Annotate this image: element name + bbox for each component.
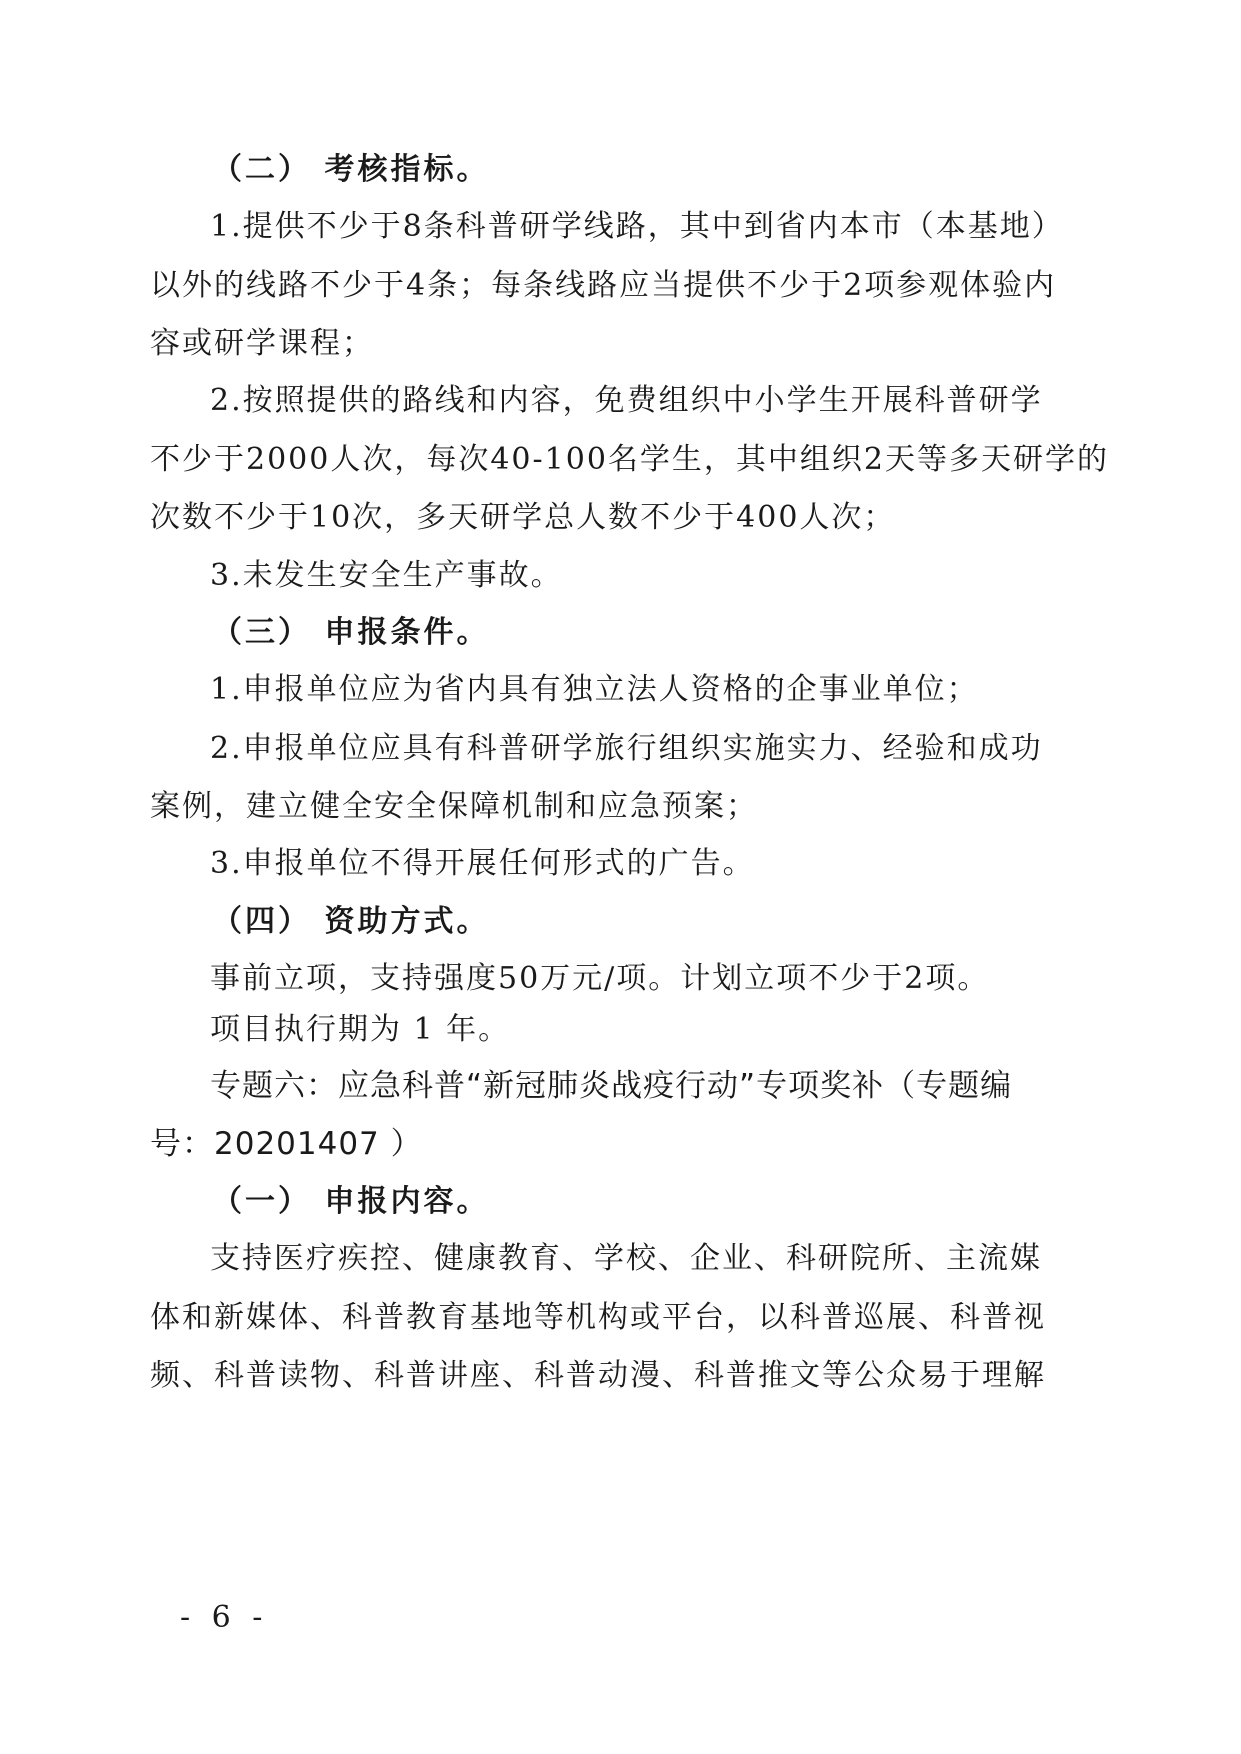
section-heading-assessment: （二） 考核指标。 (212, 152, 490, 187)
paragraph-line: 容或研学课程； (150, 326, 374, 361)
paragraph-line: 案例，建立健全安全保障机制和应急预案； (150, 789, 758, 824)
paragraph-line: 2.按照提供的路线和内容，免费组织中小学生开展科普研学 (210, 383, 1043, 418)
paragraph-line: 事前立项，支持强度50万元/项。计划立项不少于2项。 (210, 961, 990, 996)
paragraph-line: 3.未发生安全生产事故。 (210, 558, 563, 593)
topic-title-line2: 号：20201407 ） (150, 1126, 423, 1162)
paragraph-line: 以外的线路不少于4条；每条线路应当提供不少于2项参观体验内 (150, 268, 1057, 303)
page-number: - 6 - (180, 1600, 269, 1635)
paragraph-line: 频、科普读物、科普讲座、科普动漫、科普推文等公众易于理解 (150, 1358, 1046, 1393)
paragraph-line: 支持医疗疾控、健康教育、学校、企业、科研院所、主流媒 (210, 1241, 1042, 1276)
paragraph-line: 1.申报单位应为省内具有独立法人资格的企事业单位； (210, 672, 979, 707)
section-heading-funding: （四） 资助方式。 (212, 904, 490, 939)
paragraph-line: 不少于2000人次，每次40-100名学生，其中组织2天等多天研学的 (150, 442, 1110, 477)
section-heading-content: （一） 申报内容。 (212, 1184, 490, 1219)
paragraph-line: 次数不少于10次，多天研学总人数不少于400人次； (150, 500, 896, 535)
paragraph-line: 3.申报单位不得开展任何形式的广告。 (210, 846, 755, 881)
paragraph-line: 体和新媒体、科普教育基地等机构或平台，以科普巡展、科普视 (150, 1300, 1046, 1335)
topic-title: 专题六：应急科普“新冠肺炎战疫行动”专项奖补（专题编 (210, 1068, 1013, 1104)
section-heading-conditions: （三） 申报条件。 (212, 615, 490, 650)
paragraph-line: 2.申报单位应具有科普研学旅行组织实施实力、经验和成功 (210, 731, 1043, 766)
paragraph-line: 项目执行期为 1 年。 (210, 1012, 511, 1047)
paragraph-line: 1.提供不少于8条科普研学线路，其中到省内本市（本基地） (210, 209, 1064, 244)
